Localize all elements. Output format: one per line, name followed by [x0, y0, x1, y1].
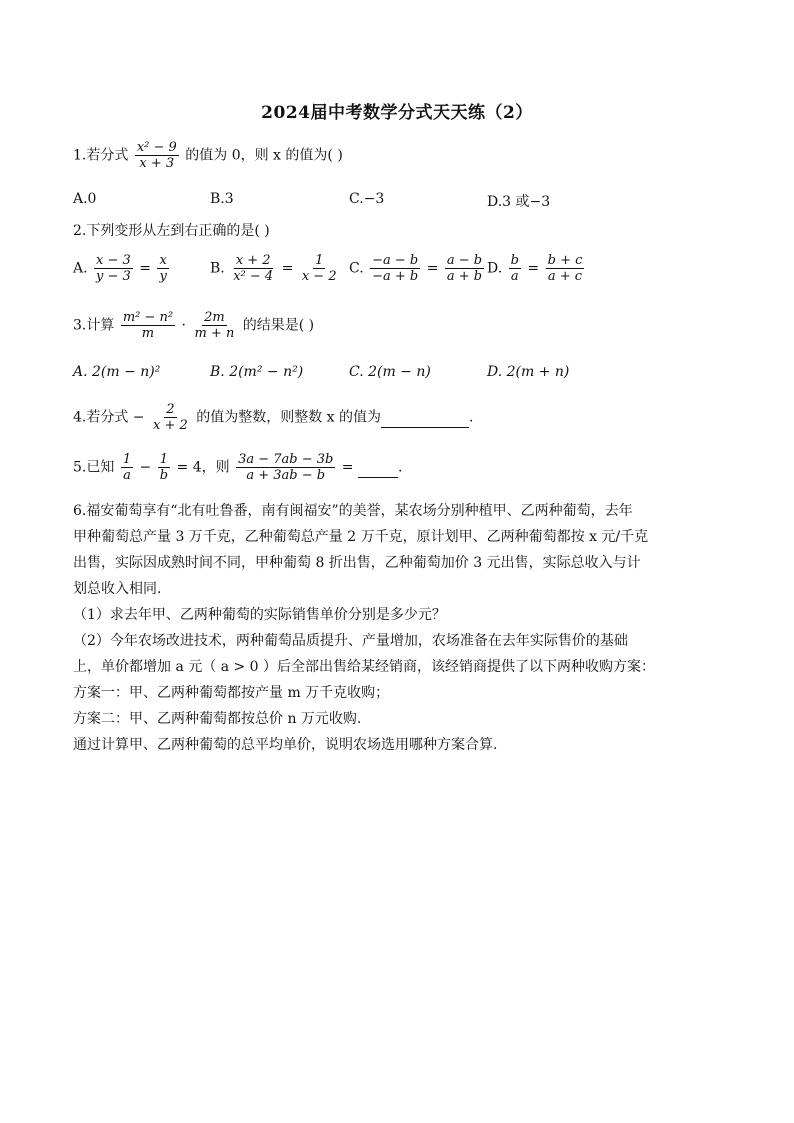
- q3-num-1: m² − n²: [122, 310, 174, 325]
- q2-c-den-left: −a + b: [372, 269, 419, 284]
- q2-c-label: C.: [349, 260, 364, 277]
- q5-num-3: 3a − 7ab − 3b: [238, 452, 334, 467]
- q1-denominator: x + 3: [139, 156, 175, 171]
- q6-line-4: 划总收入相同.: [73, 581, 162, 597]
- q2-c-num-left: −a − b: [372, 253, 419, 268]
- q2-b-den-left: x² − 4: [233, 269, 274, 284]
- question-2-stem: 2.下列变形从左到右正确的是( ): [73, 223, 270, 239]
- q3-option-b: B. 2(m² − n²): [210, 364, 304, 380]
- q1-numerator: x² − 9: [136, 140, 177, 155]
- q6-line-2: 甲种葡萄总产量 3 万千克，乙种葡萄总产量 2 万千克，原计划甲、乙两种葡萄都按 x 元/千克: [73, 529, 649, 545]
- question-3: [73, 310, 314, 341]
- q3-option-d: D. 2(m + n): [487, 364, 570, 380]
- q5-mid: = 4，则: [176, 459, 230, 476]
- question-1: [73, 140, 343, 171]
- q4-fraction: [151, 402, 190, 433]
- q2-c-den-right: a + b: [446, 269, 483, 284]
- q3-den-2: m + n: [194, 326, 235, 341]
- q5-frac-1: [121, 452, 133, 483]
- q4-suffix: 的值为整数，则整数 x 的值为: [196, 409, 382, 426]
- q6-part-2-line-2: 上，单价都增加 a 元（ a > 0 ）后全部出售给某经销商，该经销商提供了以下两种收购方案：: [73, 659, 656, 675]
- question-5: [73, 452, 402, 483]
- q1-option-a: A.0: [73, 191, 97, 207]
- q5-den-2: b: [159, 468, 169, 483]
- q5-prefix: 5.已知: [73, 459, 115, 476]
- q2-c-num-right: a − b: [446, 253, 483, 268]
- q2-c-frac-left: [370, 253, 420, 284]
- q6-instruction: 通过计算甲、乙两种葡萄的总平均单价，说明农场选用哪种方案合算.: [73, 737, 498, 753]
- q2-d-den-right: a + c: [547, 269, 583, 284]
- q3-den-1: m: [141, 326, 155, 341]
- q2-c-frac-right: [445, 253, 484, 284]
- q4-answer-blank[interactable]: [381, 409, 469, 428]
- q4-end: .: [469, 409, 474, 426]
- q1-option-b: B.3: [210, 191, 234, 207]
- q6-line-3: 出售，实际因成熟时间不同，甲种葡萄 8 折出售，乙种葡萄加价 3 元出售，实际总收入与计: [73, 555, 641, 571]
- question-4: [73, 402, 473, 433]
- q5-den-3: a + 3ab − b: [246, 468, 326, 483]
- q5-end: .: [397, 459, 403, 476]
- q6-plan-2: 方案二：甲、乙两种葡萄都按总价 n 万元收购.: [73, 711, 362, 727]
- q2-a-den-left: y − 3: [96, 269, 131, 284]
- q2-d-num-left: b: [510, 253, 519, 268]
- q2-b-num-left: x + 2: [235, 253, 271, 268]
- q5-frac-3: [236, 452, 335, 483]
- q6-part-1: （1）求去年甲、乙两种葡萄的实际销售单价分别是多少元？: [73, 607, 446, 623]
- q6-part-2-line-1: （2）今年农场改进技术，两种葡萄品质提升、产量增加，农场准备在去年实际售价的基础: [73, 633, 628, 649]
- q2-b-equals: =: [281, 260, 294, 277]
- q2-d-frac-left: [509, 253, 521, 284]
- q5-num-2: 1: [159, 452, 169, 467]
- q2-a-label: A.: [73, 260, 88, 277]
- q2-option-d: [487, 253, 586, 284]
- q1-option-d: D.3 或−3: [487, 194, 551, 210]
- q1-fraction: [135, 140, 179, 171]
- q4-numerator: 2: [166, 402, 175, 417]
- q1-prefix: 1.若分式: [73, 147, 129, 164]
- q3-frac-1: [121, 310, 175, 341]
- q5-equals: =: [341, 459, 354, 476]
- question-6: [73, 498, 723, 758]
- q5-num-1: 1: [122, 452, 132, 467]
- q6-plan-1: 方案一：甲、乙两种葡萄都按产量 m 万千克收购；: [73, 685, 390, 701]
- q2-b-label: B.: [210, 260, 225, 277]
- q2-a-equals: =: [139, 260, 151, 277]
- q2-a-frac-left: [94, 253, 133, 284]
- q5-frac-2: [158, 452, 170, 483]
- q2-a-num-right: x: [159, 253, 167, 268]
- q3-option-c: C. 2(m − n): [349, 364, 431, 380]
- q2-d-den-left: a: [510, 269, 519, 284]
- q2-d-label: D.: [487, 260, 503, 277]
- q3-multiply-dot: ·: [181, 317, 186, 334]
- page-title: 2024届中考数学分式天天练（2）: [261, 103, 533, 123]
- q2-option-a: [73, 253, 171, 284]
- q4-denominator: x + 2: [153, 418, 188, 433]
- q5-den-1: a: [123, 468, 131, 483]
- q2-d-equals: =: [527, 260, 540, 277]
- q3-frac-2: [192, 310, 236, 341]
- q5-minus: −: [139, 459, 152, 476]
- q2-d-frac-right: [546, 253, 585, 284]
- q1-option-c: C.−3: [349, 191, 385, 207]
- q2-c-equals: =: [426, 260, 439, 277]
- q4-prefix: 4.若分式 −: [73, 409, 145, 426]
- q2-option-c: [349, 253, 486, 284]
- q2-option-b: [210, 253, 341, 284]
- q1-suffix: 的值为 0，则 x 的值为( ): [185, 147, 343, 164]
- q6-line-1: 6.福安葡萄享有“北有吐鲁番，南有闽福安”的美誉，某农场分别种植甲、乙两种葡萄，去年: [73, 503, 633, 519]
- q2-b-frac-right: [300, 253, 339, 284]
- q2-a-num-left: x − 3: [96, 253, 131, 268]
- q3-prefix: 3.计算: [73, 317, 115, 334]
- q2-b-num-right: 1: [315, 253, 324, 268]
- q2-d-num-right: b + c: [547, 253, 583, 268]
- q3-suffix: 的结果是( ): [242, 317, 315, 334]
- q3-num-2: 2m: [204, 310, 225, 325]
- q2-a-den-right: y: [159, 269, 167, 284]
- q2-b-den-right: x − 2: [301, 269, 337, 284]
- q5-answer-blank[interactable]: [358, 459, 398, 478]
- q2-b-frac-left: [231, 253, 275, 284]
- q2-a-frac-right: [157, 253, 168, 284]
- q3-option-a: A. 2(m − n)²: [73, 364, 161, 380]
